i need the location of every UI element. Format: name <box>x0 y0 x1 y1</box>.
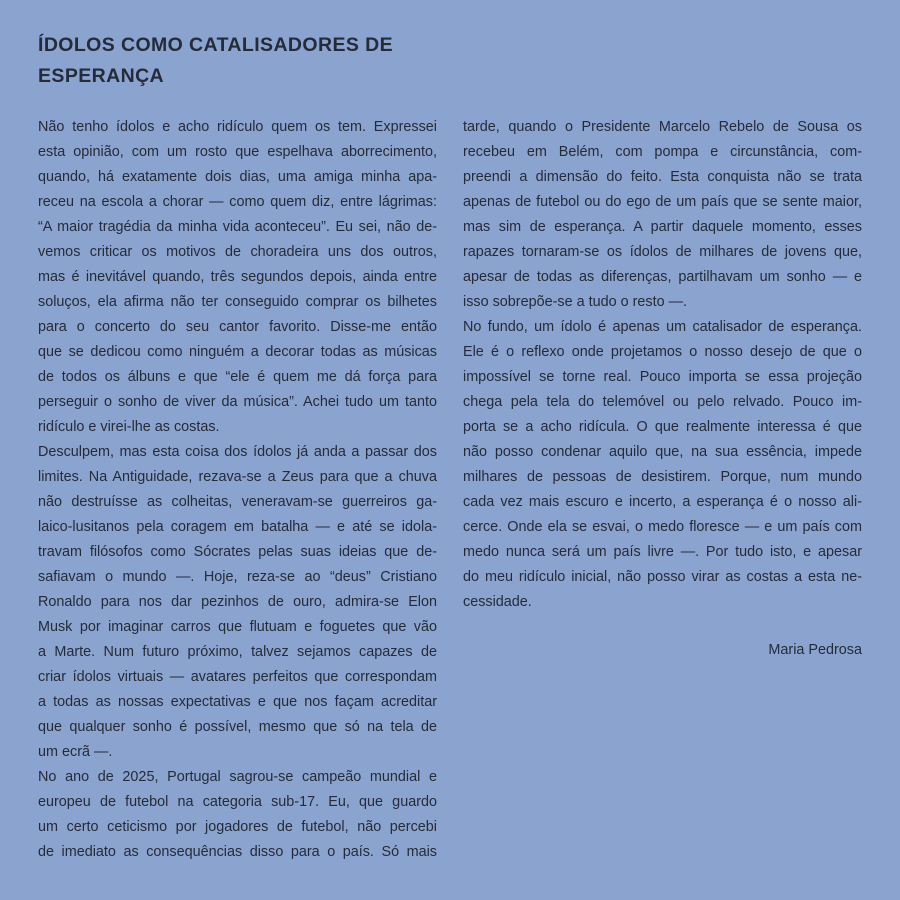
text-line: porta se a acho ridícula. O que realmente interessa é que <box>463 419 862 435</box>
text-line: receu na escola a chorar — como quem diz, entre lágrimas: <box>38 194 437 210</box>
text-line: tarde, quando o Presidente Marcelo Rebelo de Sousa os <box>463 119 862 135</box>
text-line: mas é inevitável quando, três segundos depois, ainda entre <box>38 269 437 285</box>
text-line: cerce. Onde ela se esvai, o medo floresce — e um país com <box>463 519 862 535</box>
text-line: mas sim de esperança. A partir daquele momento, esses <box>463 219 862 235</box>
text-line: limites. Na Antiguidade, rezava-se a Zeus para que a chuva <box>38 469 437 485</box>
text-line: não posso condenar aquilo que, na sua essência, impede <box>463 444 862 460</box>
text-line: apesar de todas as diferenças, partilhavam um sonho — e <box>463 269 862 285</box>
text-line: criar ídolos virtuais — avatares perfeitos que correspondam <box>38 669 437 685</box>
text-line: laico-lusitanos pela coragem em batalha — e até se idola- <box>38 519 437 535</box>
article-title <box>38 30 862 92</box>
author-signature: Maria Pedrosa <box>768 642 862 658</box>
text-column-right <box>463 115 862 865</box>
text-line: impossível se torne real. Pouco importa se essa projeção <box>463 369 862 385</box>
text-line: para o concerto do seu cantor favorito. Disse-me então <box>38 319 437 335</box>
text-line: não destruísse as colheitas, veneravam-se guerreiros ga- <box>38 494 437 510</box>
text-line: “A maior tragédia da minha vida aconteceu”. Eu sei, não de- <box>38 219 437 235</box>
text-line: europeu de futebol na categoria sub-17. Eu, que guardo <box>38 794 437 810</box>
text-line: quando, há exatamente dois dias, uma amiga minha apa- <box>38 169 437 185</box>
text-line: recebeu em Belém, com pompa e circunstância, com- <box>463 144 862 160</box>
text-line: Ele é o reflexo onde projetamos o nosso desejo de que o <box>463 344 862 360</box>
text-line: perseguir o sonho de viver da música”. Achei tudo um tanto <box>38 394 437 410</box>
text-line: que se dedicou como ninguém a decorar todas as músicas <box>38 344 437 360</box>
text-line: soluços, ela afirma não ter conseguido comprar os bilhetes <box>38 294 437 310</box>
text-line: a todas as nossas expectativas e que nos façam acreditar <box>38 694 437 710</box>
text-line: isso sobrepõe-se a tudo o resto —. <box>463 294 687 310</box>
text-line: safiavam o mundo —. Hoje, reza-se ao “deus” Cristiano <box>38 569 437 585</box>
text-line: Musk por imaginar carros que flutuam e foguetes que vão <box>38 619 437 635</box>
text-line: medo nunca será um país livre —. Por tudo isto, e apesar <box>463 544 862 560</box>
text-line: Não tenho ídolos e acho ridículo quem os tem. Expressei <box>38 119 437 135</box>
text-line: do meu ridículo inicial, não posso virar as costas a esta ne- <box>463 569 862 585</box>
text-line: Desculpem, mas esta coisa dos ídolos já anda a passar dos <box>38 444 437 460</box>
text-line: de imediato as consequências disso para o país. Só mais <box>38 844 437 860</box>
text-line: um certo ceticismo por jogadores de futebol, não percebi <box>38 819 437 835</box>
article-title-line-2: ESPERANÇA <box>38 65 165 87</box>
text-line: No fundo, um ídolo é apenas um catalisador de esperança. <box>463 319 862 335</box>
text-line: a Marte. Num futuro próximo, talvez sejamos capazes de <box>38 644 437 660</box>
text-line: preendi a dimensão do feito. Esta conquista não se trata <box>463 169 862 185</box>
article-body <box>38 115 862 865</box>
text-line: cada vez mais escuro e incerto, a esperança é o nosso ali- <box>463 494 862 510</box>
text-line: que qualquer sonho é possível, mesmo que só na tela de <box>38 719 437 735</box>
text-line: No ano de 2025, Portugal sagrou-se campeão mundial e <box>38 769 437 785</box>
text-line: travam filósofos como Sócrates pelas suas ideias que de- <box>38 544 437 560</box>
text-line: rapazes tornaram-se os ídolos de milhares de jovens que, <box>463 244 862 260</box>
text-line: milhares de pessoas de desistirem. Porque, num mundo <box>463 469 862 485</box>
text-line: Ronaldo para nos dar pezinhos de ouro, admira-se Elon <box>38 594 437 610</box>
text-line: ridículo e virei-lhe as costas. <box>38 419 220 435</box>
text-line: esta opinião, com um rosto que espelhava aborrecimento, <box>38 144 437 160</box>
text-line: um ecrã —. <box>38 744 113 760</box>
text-line: cessidade. <box>463 594 532 610</box>
text-line: chega pela tela do telemóvel ou pelo relvado. Pouco im- <box>463 394 862 410</box>
text-column-left <box>38 115 437 865</box>
text-line: de todos os álbuns e que “ele é quem me dá força para <box>38 369 437 385</box>
text-line: vemos criticar os motivos de choradeira uns dos outros, <box>38 244 437 260</box>
article-title-line-1: ÍDOLOS COMO CATALISADORES DE <box>38 34 393 56</box>
text-line: apenas de futebol ou do ego de um país que se sente maior, <box>463 194 862 210</box>
